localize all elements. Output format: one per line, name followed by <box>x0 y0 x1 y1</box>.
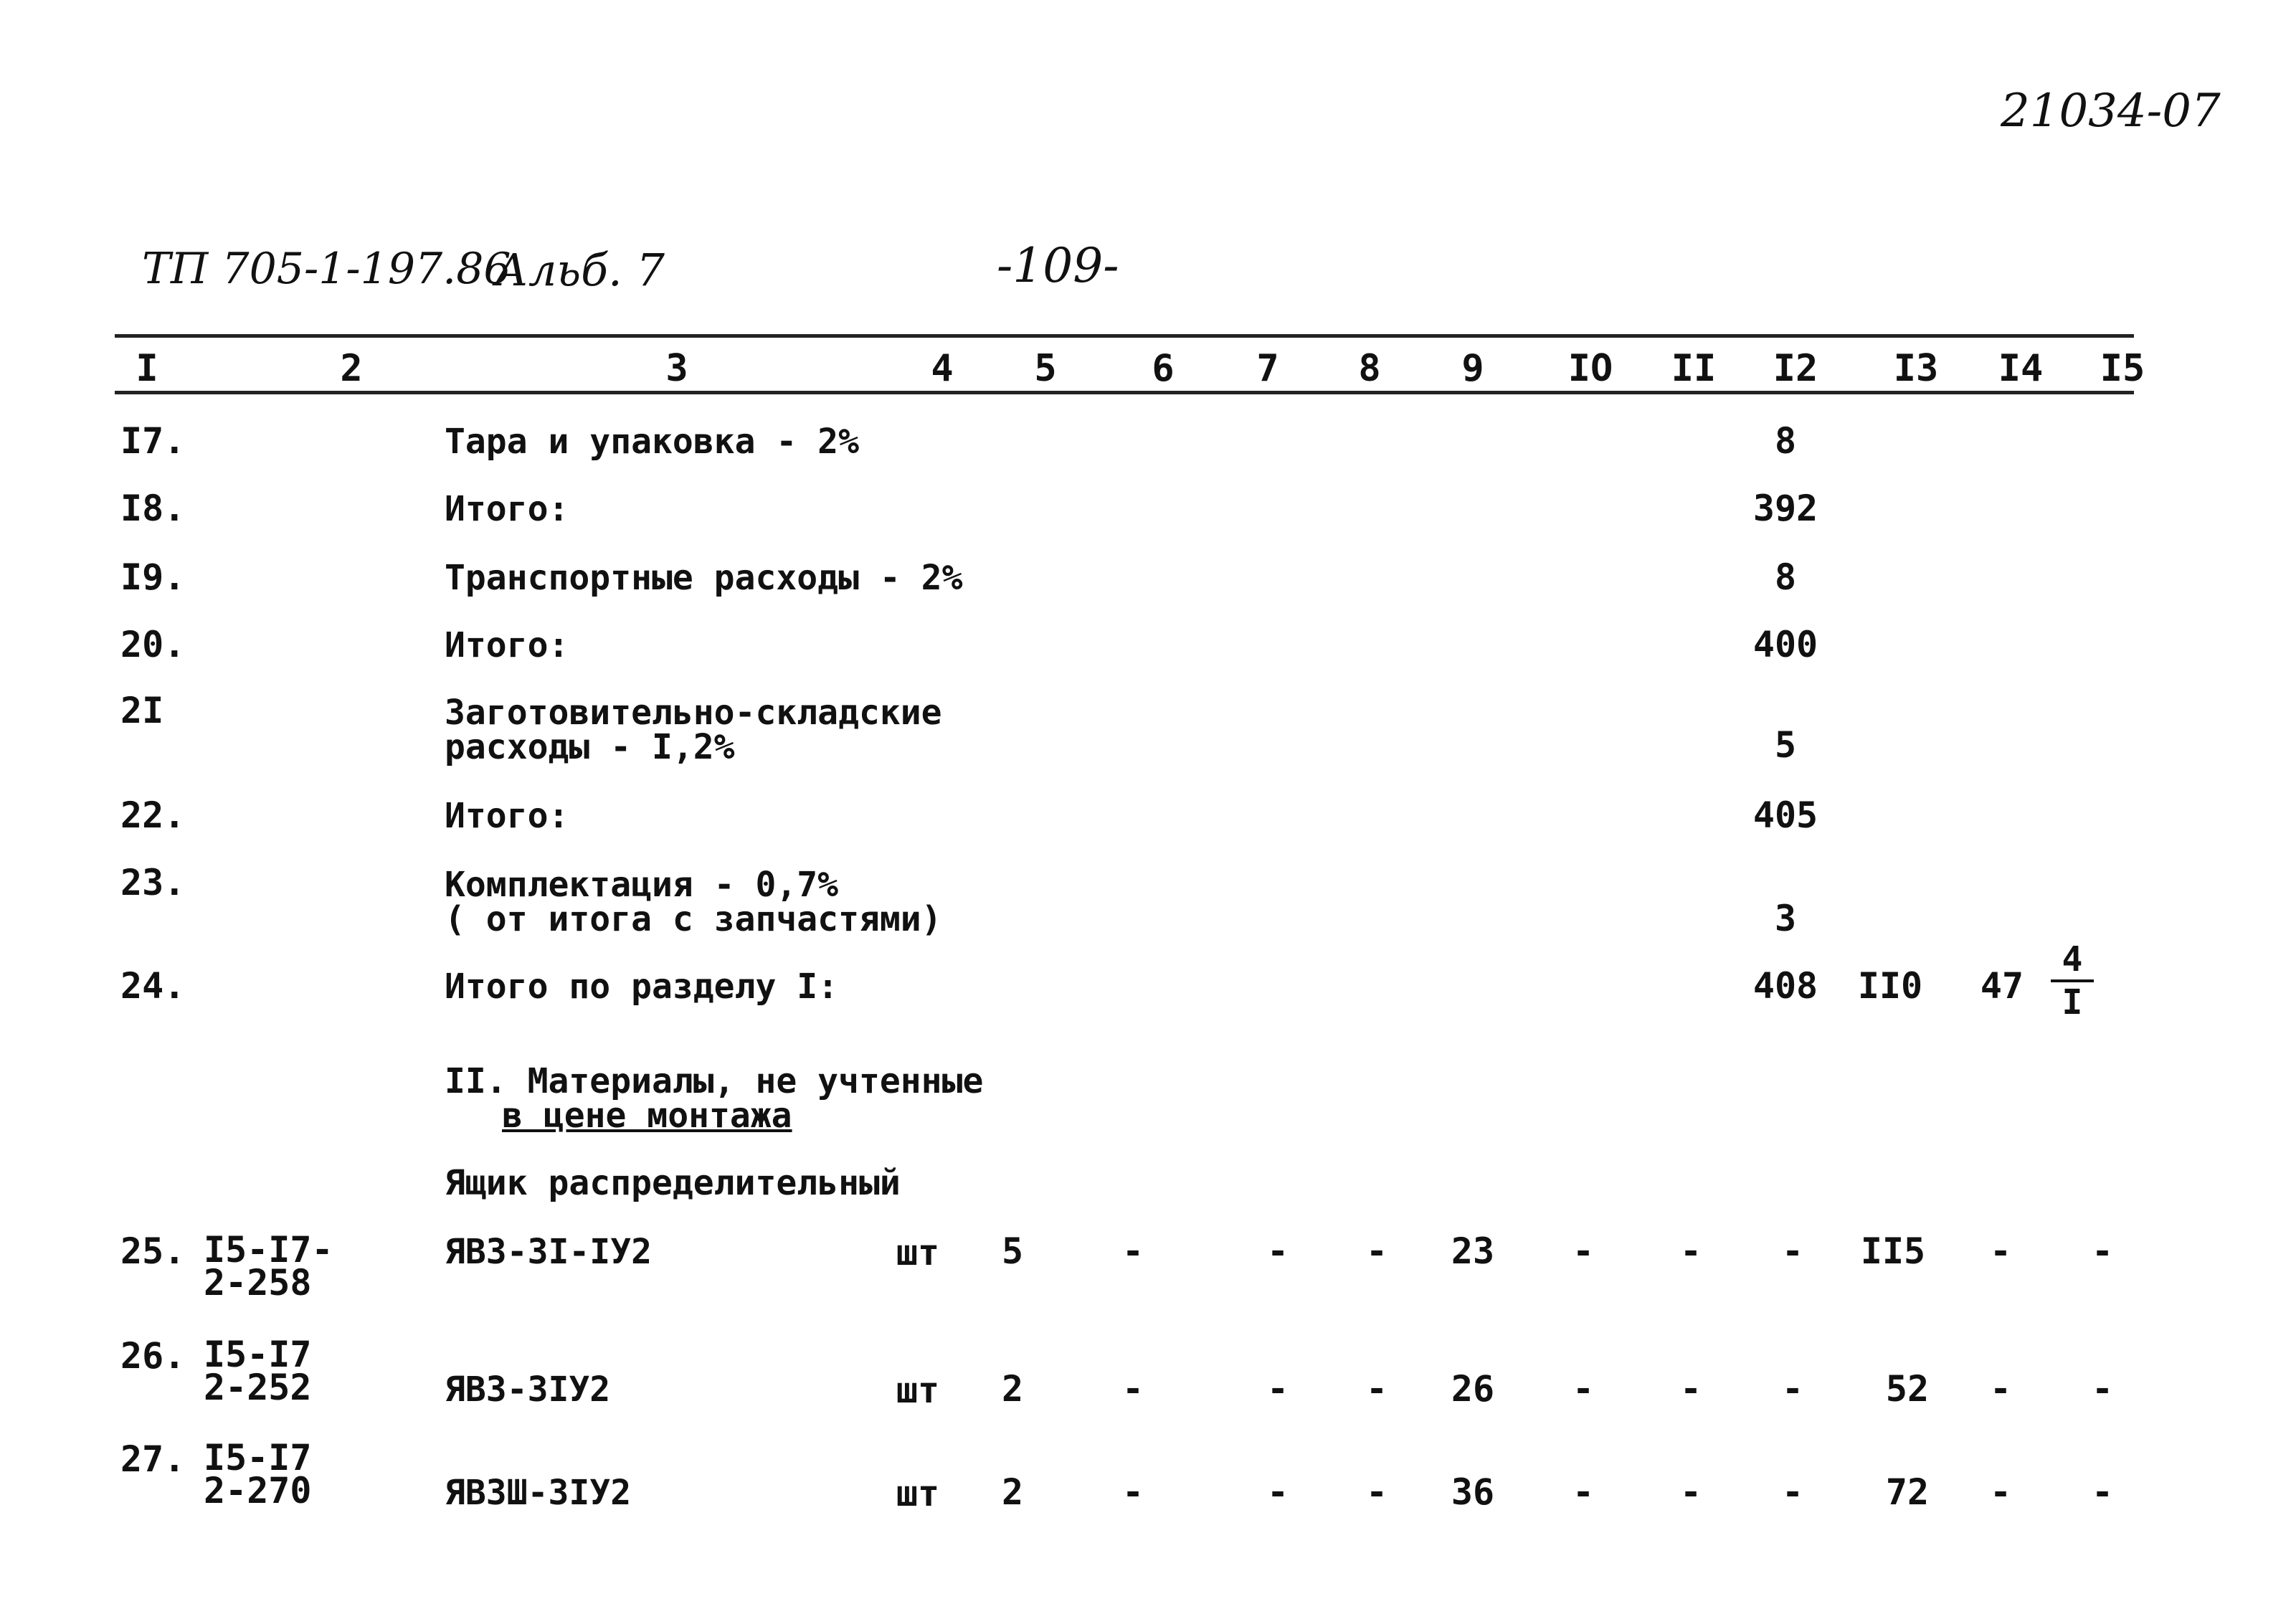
column-header: 3 <box>665 347 688 390</box>
value-cell: - <box>1365 1230 1388 1272</box>
value-cell: - <box>1266 1471 1289 1513</box>
amount-cell: 3 <box>1774 898 1797 939</box>
amount-cell: 405 <box>1752 794 1818 836</box>
value-cell: - <box>1989 1230 2012 1272</box>
row-number: 25. <box>120 1230 186 1272</box>
column-header: 8 <box>1358 347 1381 390</box>
quantity-cell: 2 <box>1001 1471 1024 1513</box>
column-header: 7 <box>1256 347 1279 390</box>
row-description: Заготовительно-складские <box>445 693 942 733</box>
row-description: Итого: <box>445 796 569 836</box>
value-cell: - <box>1365 1368 1388 1410</box>
amount-cell: 47 <box>1980 965 2024 1007</box>
row-number: 24. <box>120 965 186 1007</box>
header-sheet: Альб. 7 <box>495 244 665 296</box>
value-cell: - <box>2091 1471 2114 1513</box>
value-cell: 26 <box>1451 1368 1495 1410</box>
unit-cell: шт <box>896 1232 940 1273</box>
value-cell: - <box>1781 1471 1804 1513</box>
section-title: II. Материалы, не учтенные <box>445 1061 984 1101</box>
column-header: I <box>136 347 158 390</box>
value-cell: - <box>1781 1230 1804 1272</box>
column-header: I3 <box>1893 347 1939 390</box>
value-cell: - <box>1989 1368 2012 1410</box>
price-code: 2-252 <box>204 1367 312 1408</box>
price-code: I5-I7 <box>204 1437 312 1479</box>
price-code: I5-I7- <box>204 1229 333 1271</box>
fraction-denominator: I <box>2062 982 2083 1022</box>
value-cell: 52 <box>1885 1368 1930 1410</box>
value-cell: - <box>1679 1471 1702 1513</box>
quantity-cell: 5 <box>1001 1230 1024 1272</box>
value-cell: - <box>1266 1230 1289 1272</box>
value-cell: - <box>1572 1368 1595 1410</box>
row-number: 2I <box>120 690 164 731</box>
row-description: Итого: <box>445 625 569 665</box>
row-number: I7. <box>120 420 186 462</box>
price-code: 2-258 <box>204 1262 312 1304</box>
column-header: I5 <box>2100 347 2145 390</box>
value-cell: - <box>1121 1230 1144 1272</box>
column-header: II <box>1671 347 1717 390</box>
page-number: -109- <box>997 238 1119 293</box>
column-header: 4 <box>931 347 954 390</box>
amount-cell: 8 <box>1774 420 1797 462</box>
value-cell: - <box>1121 1471 1144 1513</box>
value-cell: - <box>1989 1471 2012 1513</box>
row-description: ( от итога с запчастями) <box>445 899 942 939</box>
unit-cell: шт <box>896 1370 940 1411</box>
item-name: ЯВЗ-3IУ2 <box>445 1370 611 1410</box>
quantity-cell: 2 <box>1001 1368 1024 1410</box>
value-cell: - <box>1679 1368 1702 1410</box>
column-header: 6 <box>1152 347 1175 390</box>
table-top-rule <box>115 334 2134 338</box>
value-cell: - <box>1781 1368 1804 1410</box>
row-description: Тара и упаковка - 2% <box>445 422 859 462</box>
price-code: 2-270 <box>204 1470 312 1511</box>
value-cell: - <box>1572 1471 1595 1513</box>
value-cell: 72 <box>1885 1471 1930 1513</box>
column-header: 5 <box>1034 347 1057 390</box>
value-cell: - <box>2091 1368 2114 1410</box>
fraction-cell <box>2051 941 2094 1021</box>
row-description: Итого: <box>445 489 569 529</box>
unit-cell: шт <box>896 1473 940 1514</box>
value-cell: - <box>1121 1368 1144 1410</box>
value-cell: - <box>1266 1368 1289 1410</box>
header-reference: ТП 705-1-197.86 <box>142 244 511 294</box>
column-header: IO <box>1567 347 1613 390</box>
row-number: I9. <box>120 556 186 598</box>
column-header: I2 <box>1773 347 1818 390</box>
document-code: 21034-07 <box>2001 85 2221 138</box>
row-number: 23. <box>120 862 186 903</box>
row-number: I8. <box>120 488 186 529</box>
amount-cell: II0 <box>1857 965 1923 1007</box>
row-description: Итого по разделу I: <box>445 967 839 1007</box>
value-cell: - <box>1679 1230 1702 1272</box>
section-title: в цене монтажа <box>502 1096 792 1136</box>
price-code: I5-I7 <box>204 1334 312 1375</box>
value-cell: - <box>1365 1471 1388 1513</box>
column-header: 9 <box>1461 347 1484 390</box>
row-number: 22. <box>120 794 186 836</box>
value-cell: - <box>1572 1230 1595 1272</box>
row-number: 26. <box>120 1335 186 1377</box>
item-name: ЯВЗШ-3IУ2 <box>445 1473 632 1513</box>
table-header-rule <box>115 391 2134 394</box>
value-cell: 36 <box>1451 1471 1495 1513</box>
value-cell: - <box>2091 1230 2114 1272</box>
row-description: расходы - I,2% <box>445 727 735 767</box>
row-number: 27. <box>120 1438 186 1480</box>
amount-cell: 392 <box>1752 488 1818 529</box>
item-name: ЯВЗ-3I-IУ2 <box>445 1232 652 1272</box>
amount-cell: 408 <box>1752 965 1818 1007</box>
column-header: 2 <box>340 347 363 390</box>
row-number: 20. <box>120 624 186 665</box>
fraction-numerator: 4 <box>2062 939 2083 979</box>
value-cell: II5 <box>1860 1230 1926 1272</box>
amount-cell: 8 <box>1774 556 1797 598</box>
amount-cell: 400 <box>1752 624 1818 665</box>
section-subtitle: Ящик распределительный <box>445 1163 901 1203</box>
row-description: Комплектация - 0,7% <box>445 865 839 905</box>
amount-cell: 5 <box>1774 724 1797 766</box>
value-cell: 23 <box>1451 1230 1495 1272</box>
column-header: I4 <box>1998 347 2044 390</box>
row-description: Транспортные расходы - 2% <box>445 558 963 598</box>
